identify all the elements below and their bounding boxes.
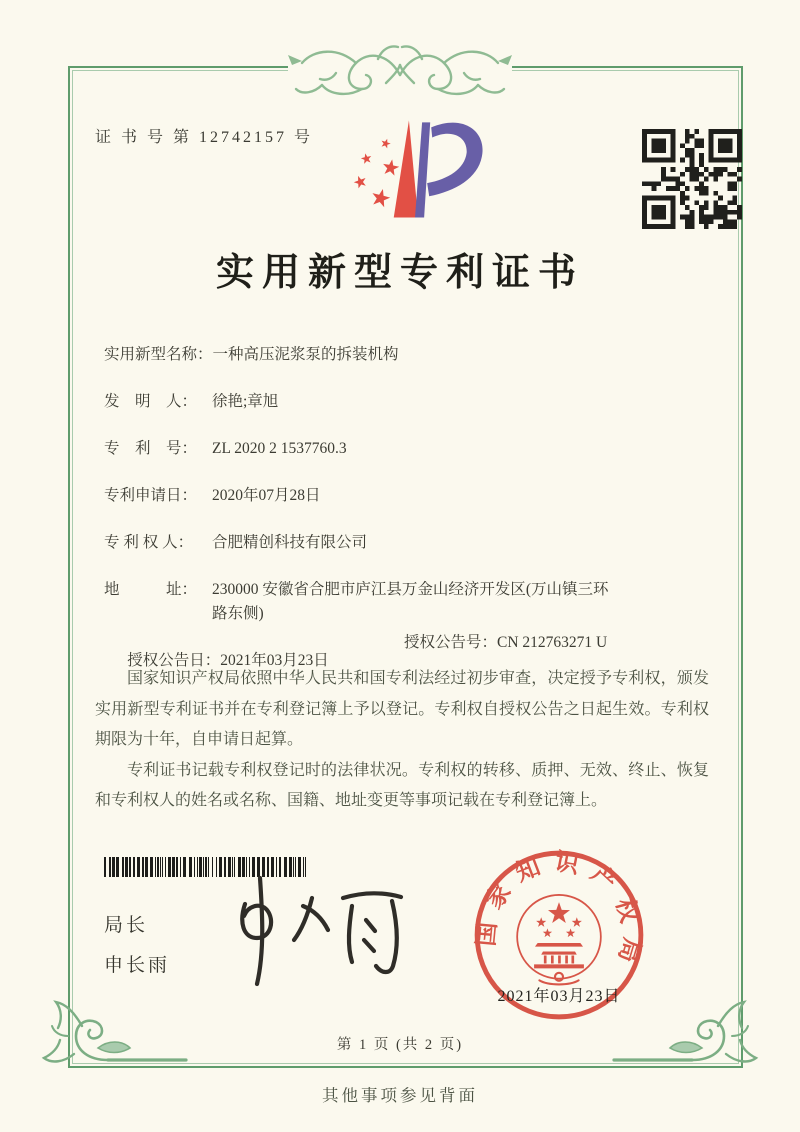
field-label: 专利申请日： <box>104 487 198 504</box>
field-label: 专 利 号： <box>104 440 198 457</box>
certificate-title: 实用新型专利证书 <box>215 252 584 294</box>
back-side-note: 其他事项参见背面 <box>322 1086 478 1105</box>
svg-text:国家知识产权局: 国家知识产权局 <box>473 849 645 977</box>
field-value: 2020年07月28日 <box>212 487 321 504</box>
field-label: 专 利 权 人： <box>104 534 194 551</box>
seal-date: 2021年03月23日 <box>497 988 621 1005</box>
field-label: 地 址： <box>104 581 198 598</box>
field-row <box>104 484 684 508</box>
cnipa-logo-icon <box>333 110 495 242</box>
signer-block <box>104 906 170 986</box>
grant-no-value: CN 212763271 U <box>497 634 608 651</box>
certificate-number: 证 书 号 第 12742157 号 <box>95 129 314 146</box>
signer-title: 局长 <box>104 915 149 936</box>
field-value: ZL 2020 2 1537760.3 <box>212 440 347 457</box>
field-value: 230000 安徽省合肥市庐江县万金山经济开发区(万山镇三环路东侧) <box>212 581 609 622</box>
legal-text <box>95 664 709 817</box>
qr-code-icon <box>642 129 742 229</box>
field-value: 合肥精创科技有限公司 <box>212 534 368 551</box>
legal-paragraph: 专利证书记载专利权登记时的法律状况。专利权的转移、质押、无效、终止、恢复和专利权人的姓名或名称、国籍、地址变更等事项记载在专利登记簿上。 <box>95 761 709 809</box>
signer-name: 申长雨 <box>104 955 171 976</box>
field-value: 一种高压泥浆泵的拆装机构 <box>212 346 399 363</box>
field-label: 发 明 人： <box>104 393 198 410</box>
field-row <box>104 578 684 626</box>
page-number: 第 1 页 (共 2 页) <box>336 1037 464 1053</box>
field-value: 徐艳;章旭 <box>212 393 279 410</box>
field-row <box>104 437 684 461</box>
grant-date-value: 2021年03月23日 <box>220 652 329 669</box>
signature-icon <box>215 868 415 996</box>
field-row <box>104 343 684 367</box>
grant-no-label: 授权公告号： <box>404 634 498 651</box>
grant-date-label: 授权公告日： <box>127 652 221 669</box>
field-row <box>104 390 684 414</box>
field-list <box>104 343 684 626</box>
field-row <box>104 531 684 555</box>
field-label: 实用新型名称： <box>104 346 213 363</box>
legal-paragraph: 国家知识产权局依照中华人民共和国专利法经过初步审查，决定授予专利权，颁发实用新型专利证书并在专利登记簿上予以登记。专利权自授权公告之日起生效。专利权期限为十年，自申请日起算。 <box>95 670 709 748</box>
